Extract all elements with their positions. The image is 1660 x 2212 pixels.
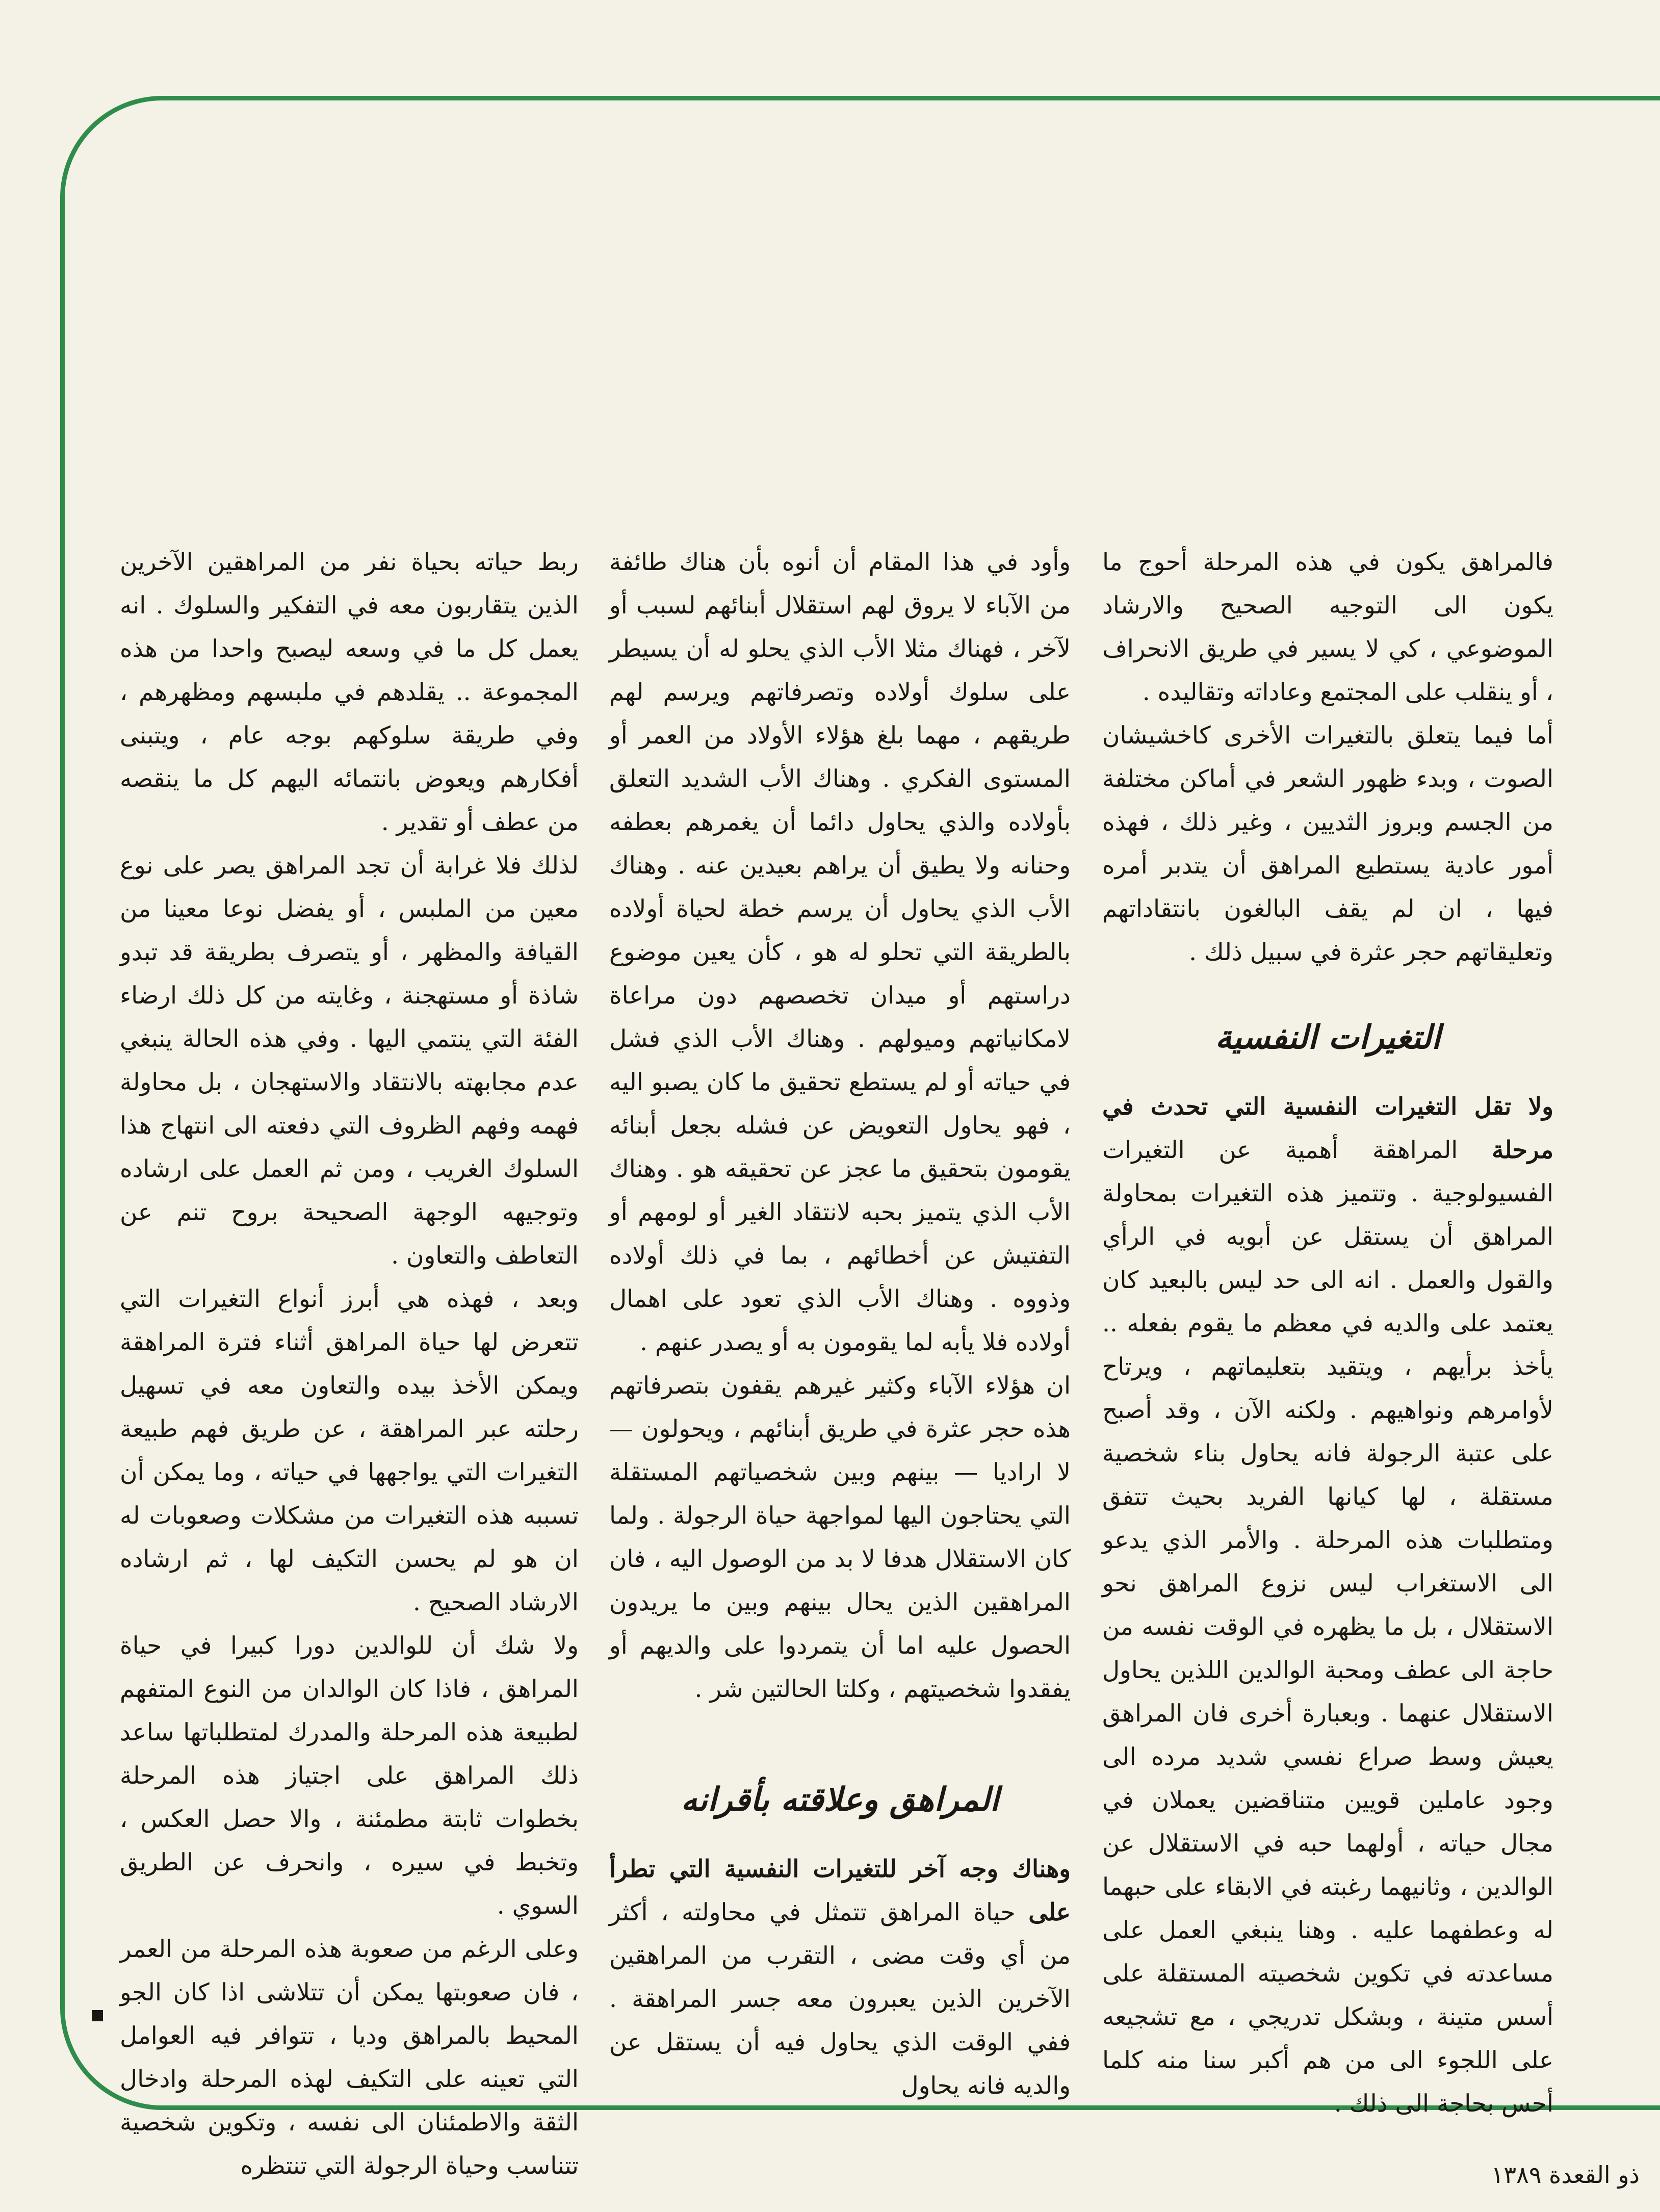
article-column-right xyxy=(1102,541,1553,2125)
paragraph-body: حياة المراهق تتمثل في محاولته ، أكثر من أي وقت مضى ، التقرب من المراهقين الآخرين الذين يعبرون معه جسر المراهقة . ففي الوقت الذي يحاول فيه أن يستقل عن والديه فانه يحاول xyxy=(609,1898,1071,2100)
paragraph: فالمراهق يكون في هذه المرحلة أحوج ما يكون الى التوجيه الصحيح والارشاد الموضوعي ، كي لا يسير في طريق الانحراف ، أو ينقلب على المجتمع وعاداته وتقاليده . xyxy=(1102,548,1553,706)
section-heading-psychological-changes: التغيرات النفسية xyxy=(1215,1018,1441,1057)
article-column-middle xyxy=(609,541,1071,2107)
paragraph-lead: وهناك وجه آخر للتغيرات النفسية التي تطرأ على xyxy=(609,1855,1071,1926)
paragraph: وعلى الرغم من صعوبة هذه المرحلة من العمر ، فان صعوبتها يمكن أن تتلاشى اذا كان الجو المحيط بالمراهق وديا ، تتوافر فيه العوامل التي تعينه على التكيف لهذه المرحلة وادخال الثقة والاطمئنان الى نفسه ، وتكوين شخصية تتناسب وحياة الرجولة التي تنتظره xyxy=(120,1935,579,2180)
paragraph-body: المراهقة أهمية عن التغيرات الفسيولوجية . وتتميز هذه التغيرات بمحاولة المراهق أن يستقل عن أبويه في الرأي والقول والعمل . انه الى حد ليس بالبعيد كان يعتمد على والديه في معظم ما يقوم بفعله .. يأخذ برأيهم ، ويتقيد بتعليماتهم ، ويرتاح لأوامرهم ونواهيهم . ولكنه الآن ، وقد أصبح على عتبة الرجولة فانه يحاول بناء شخصية مستقلة ، لها كيانها الفريد بحيث تتفق ومتطلبات هذه المرحلة . والأمر الذي يدعو الى الاستغراب ليس نزوع المراهق نحو الاستقلال ، بل ما يظهره في الوقت نفسه من حاجة الى عطف ومحبة الوالدين اللذين يحاول الاستقلال عنهما . وبعبارة أخرى فان المراهق يعيش وسط صراع نفسي شديد مرده الى وجود عاملين قويين متناقضين يعملان في مجال حياته ، أولهما حبه في الاستقلال عن الوالدين ، وثانيهما رغبته في الابقاء على حبهما له وعطفهما عليه . وهنا ينبغي العمل على مساعدته في تكوين شخصيته المستقلة على أسس متينة ، وبشكل تدريجي ، مع تشجيعه على اللجوء الى من هم أكبر سنا منه كلما أحس بحاجة الى ذلك . xyxy=(1102,1136,1553,2118)
paragraph: أما فيما يتعلق بالتغيرات الأخرى كاخشيشان الصوت ، وبدء ظهور الشعر في أماكن مختلفة من الجسم وبروز الثديين ، وغير ذلك ، فهذه أمور عادية يستطيع المراهق أن يتدبر أمره فيها ، ان لم يقف البالغون بانتقاداتهم وتعليقاتهم حجر عثرة في سبيل ذلك . xyxy=(1102,722,1554,966)
section-heading-adolescent-peers: المراهق وعلاقته بأقرانه xyxy=(681,1781,999,1819)
page-footer-issue-date: ذو القعدة ١٣٨٩ xyxy=(1491,2161,1640,2189)
article-column-left xyxy=(120,541,579,2188)
article-end-marker xyxy=(92,2010,103,2021)
paragraph: لذلك فلا غرابة أن تجد المراهق يصر على نوع معين من الملبس ، أو يفضل نوعا معينا من القيافة والمظهر ، أو يتصرف بطريقة قد تبدو شاذة أو مستهجنة ، وغايته من كل ذلك ارضاء الفئة التي ينتمي اليها . وفي هذه الحالة ينبغي عدم مجابهته بالانتقاد والاستهجان ، بل محاولة فهمه وفهم الظروف التي دفعته الى انتهاج هذا السلوك الغريب ، ومن ثم العمل على ارشاده وتوجيهه الوجهة الصحيحة بروح تنم عن التعاطف والتعاون . xyxy=(120,852,579,1270)
paragraph xyxy=(1102,1085,1553,2125)
paragraph xyxy=(609,1847,1071,2107)
paragraph: ولا شك أن للوالدين دورا كبيرا في حياة المراهق ، فاذا كان الوالدان من النوع المتفهم لطبيعة هذه المرحلة والمدرك لمتطلباتها ساعد ذلك المراهق على اجتياز هذه المرحلة بخطوات ثابتة مطمئنة ، والا حصل العكس ، وتخبط في سيره ، وانحرف عن الطريق السوي . xyxy=(120,1632,579,1920)
paragraph: وبعد ، فهذه هي أبرز أنواع التغيرات التي تتعرض لها حياة المراهق أثناء فترة المراهقة ويمكن الأخذ بيده والتعاون معه في تسهيل رحلته عبر المراهقة ، عن طريق فهم طبيعة التغيرات التي يواجهها في حياته ، وما يمكن أن تسببه هذه التغيرات من مشكلات وصعوبات له ان هو لم يحسن التكيف لها ، ثم ارشاده الارشاد الصحيح . xyxy=(120,1285,579,1616)
end-square-icon xyxy=(92,2010,103,2021)
paragraph: ربط حياته بحياة نفر من المراهقين الآخرين الذين يتقاربون معه في التفكير والسلوك . انه يعمل كل ما في وسعه ليصبح واحدا من هذه المجموعة .. يقلدهم في ملبسهم ومظهرهم ، وفي طريقة سلوكهم بوجه عام ، ويتبنى أفكارهم ويعوض بانتمائه اليهم كل ما ينقصه من عطف أو تقدير . xyxy=(120,548,579,836)
paragraph-lead: ولا تقل التغيرات النفسية التي تحدث في مرحلة xyxy=(1102,1093,1553,1164)
paragraph: وأود في هذا المقام أن أنوه بأن هناك طائفة من الآباء لا يروق لهم استقلال أبنائهم لسبب أو لآخر ، فهناك مثلا الأب الذي يحلو له أن يسيطر على سلوك أولاده وتصرفاتهم ويرسم لهم طريقهم ، مهما بلغ هؤلاء الأولاد من العمر أو المستوى الفكري . وهناك الأب الشديد التعلق بأولاده والذي يحاول دائما أن يغمرهم بعطفه وحنانه ولا يطيق أن يراهم بعيدين عنه . وهناك الأب الذي يحاول أن يرسم خطة لحياة أولاده بالطريقة التي تحلو له هو ، كأن يعين موضوع دراستهم أو ميدان تخصصهم دون مراعاة لامكانياتهم وميولهم . وهناك الأب الذي فشل في حياته أو لم يستطع تحقيق ما كان يصبو اليه ، فهو يحاول التعويض عن فشله بجعل أبنائه يقومون بتحقيق ما عجز عن تحقيقه هو . وهناك الأب الذي يتميز بحبه لانتقاد الغير أو لومهم أو التفتيش عن أخطائهم ، بما في ذلك أولاده وذووه . وهناك الأب الذي تعود على اهمال أولاده فلا يأبه لما يقومون به أو يصدر عنهم . xyxy=(609,548,1071,1356)
paragraph: ان هؤلاء الآباء وكثير غيرهم يقفون بتصرفاتهم هذه حجر عثرة في طريق أبنائهم ، ويحولون — لا اراديا — بينهم وبين شخصياتهم المستقلة التي يحتاجون اليها لمواجهة حياة الرجولة . ولما كان الاستقلال هدفا لا بد من الوصول اليه ، فان المراهقين الذين يحال بينهم وبين ما يريدون الحصول عليه اما أن يتمردوا على والديهم أو يفقدوا شخصيتهم ، وكلتا الحالتين شر . xyxy=(609,1372,1071,1703)
